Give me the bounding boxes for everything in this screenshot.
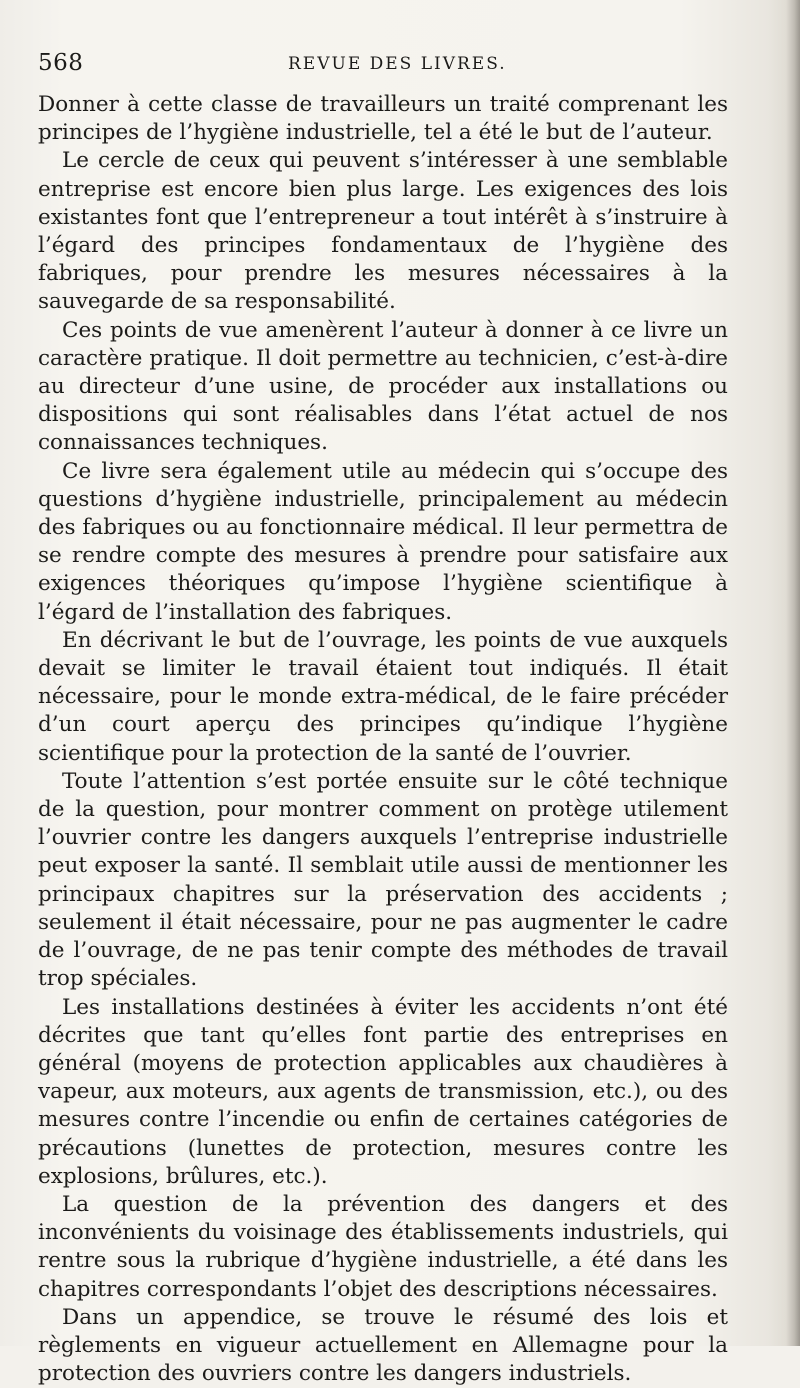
body-text <box>38 91 728 1388</box>
paragraph-3: Ces points de vue amenèrent l’auteur à donner à ce livre un caractère pratique. Il doit permettre au technicien, c’est-à-dire au directeur d’une usine, de procéder aux installations ou dispositions qui sont réalisables dans l’état actuel de nos connaissances techniques. <box>38 317 728 456</box>
paragraph-6: Toute l’attention s’est portée ensuite sur le côté technique de la question, pour montrer comment on protège utilement l’ouvrier contre les dangers auxquels l’entreprise industrielle peut exposer la santé. Il semblait utile aussi de mentionner les principaux chapitres sur la préservation des accidents ; seulement il était nécessaire, pour ne pas augmenter le cadre de l’ouvrage, de ne pas tenir compte des méthodes de travail trop spéciales. <box>38 768 728 992</box>
paragraph-5: En décrivant le but de l’ouvrage, les points de vue auxquels devait se limiter le travail étaient tout indiqués. Il était nécessaire, pour le monde extra-médical, de le faire précéder d’un court aperçu des principes qu’indique l’hygiène scientifique pour la protection de la santé de l’ouvrier. <box>38 627 728 766</box>
paragraph-1: Donner à cette classe de travailleurs un traité comprenant les principes de l’hygiène industrielle, tel a été le but de l’auteur. <box>38 92 728 146</box>
paragraph-9: Dans un appendice, se trouve le résumé des lois et règlements en vigueur actuellement en Allemagne pour la protection des ouvriers contre les dangers industriels. <box>38 1304 728 1387</box>
paragraph-8: La question de la prévention des dangers et des inconvénients du voisinage des établissements industriels, qui rentre sous la rubrique d’hygiène industrielle, a été dans les chapitres correspondants l’objet des descriptions nécessaires. <box>38 1191 728 1302</box>
page-edge-shadow <box>786 0 800 1346</box>
page-number: 568 <box>38 50 84 76</box>
paragraph-7: Les installations destinées à éviter les accidents n’ont été décrites que tant qu’elles font partie des entreprises en général (moyens de protection applicables aux chaudières à vapeur, aux moteurs, aux agents de transmission, etc.), ou des mesures contre l’incendie ou enfin de certaines catégories de précautions (lunettes de protection, mesures contre les explosions, brûlures, etc.). <box>38 994 728 1189</box>
running-head: REVUE DES LIVRES. <box>288 54 507 74</box>
page-header <box>38 50 728 90</box>
paragraph-4: Ce livre sera également utile au médecin qui s’occupe des questions d’hygiène industrielle, principalement au médecin des fabriques ou au fonctionnaire médical. Il leur permettra de se rendre compte des mesures à prendre pour satisfaire aux exigences théoriques qu’impose l’hygiène scientifique à l’égard de l’installation des fabriques. <box>38 458 728 625</box>
paragraph-2: Le cercle de ceux qui peuvent s’intéresser à une semblable entreprise est encore bien plus large. Les exigences des lois existantes font que l’entrepreneur a tout intérêt à s’instruire à l’égard des principes fondamentaux de l’hygiène des fabriques, pour prendre les mesures nécessaires à la sauvegarde de sa responsabilité. <box>38 148 728 315</box>
